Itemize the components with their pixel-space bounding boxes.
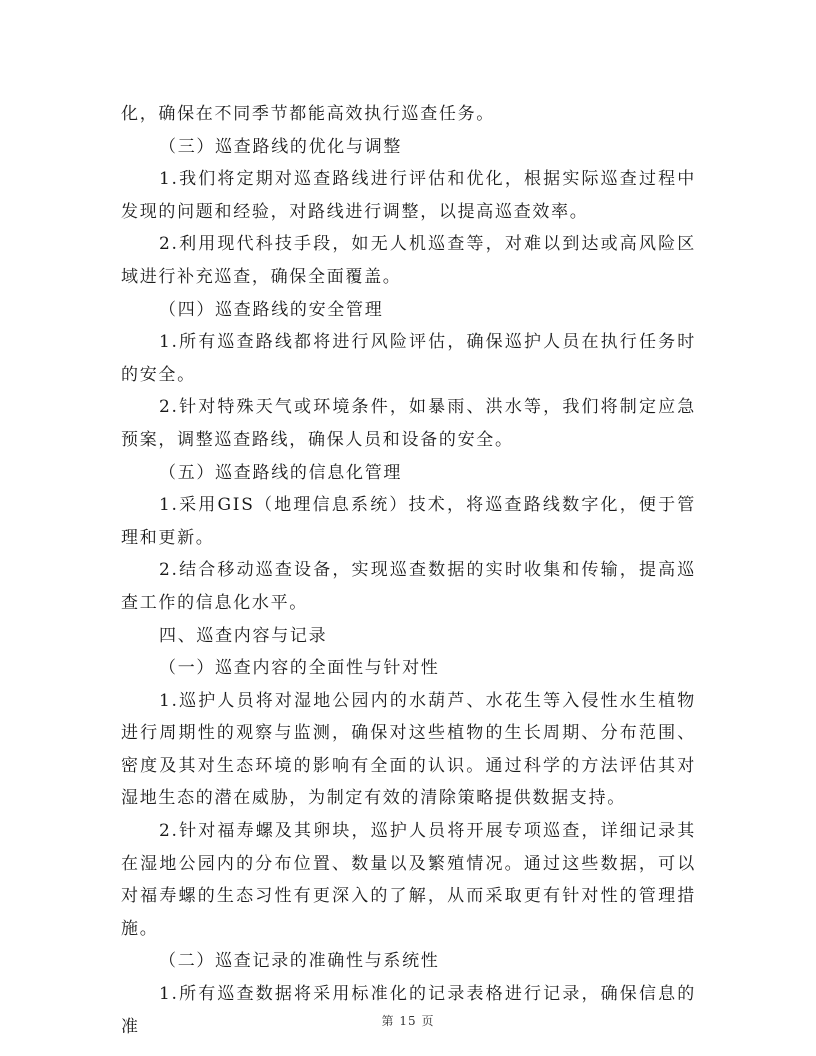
paragraph: 2.利用现代科技手段，如无人机巡查等，对难以到达或高风险区域进行补充巡查，确保全面覆盖。 bbox=[121, 234, 696, 287]
paragraph-continuation: 化，确保在不同季节都能高效执行巡查任务。 bbox=[121, 104, 495, 124]
paragraph: 1.巡护人员将对湿地公园内的水葫芦、水花生等入侵性水生植物进行周期性的观察与监测，确保对这些植物的生长周期、分布范围、密度及其对生态环境的影响有全面的认识。通过科学的方法评估其对湿地生态的潜在威胁，为制定有效的清除策略提供数据支持。 bbox=[121, 690, 696, 809]
subheading-route-optimization: （三）巡查路线的优化与调整 bbox=[159, 136, 403, 157]
paragraph: 2.针对福寿螺及其卵块，巡护人员将开展专项巡查，详细记录其在湿地公园内的分布位置、数量以及繁殖情况。通过这些数据，可以对福寿螺的生态习性有更深入的了解，从而采取更有针对性的管理措施。 bbox=[121, 821, 696, 939]
paragraph: 1.所有巡查路线都将进行风险评估，确保巡护人员在执行任务时的安全。 bbox=[121, 332, 696, 385]
paragraph: 1.我们将定期对巡查路线进行评估和优化，根据实际巡查过程中发现的问题和经验，对路线进行调整，以提高巡查效率。 bbox=[121, 169, 696, 222]
subheading-route-safety: （四）巡查路线的安全管理 bbox=[159, 299, 384, 320]
paragraph: 1.采用GIS（地理信息系统）技术，将巡查路线数字化，便于管理和更新。 bbox=[121, 495, 696, 548]
paragraph: 1.所有巡查数据将采用标准化的记录表格进行记录，确保信息的准 bbox=[121, 984, 696, 1037]
paragraph: 2.针对特殊天气或环境条件，如暴雨、洪水等，我们将制定应急预案，调整巡查路线，确保人员和设备的安全。 bbox=[121, 397, 696, 450]
subheading-record-accuracy: （二）巡查记录的准确性与系统性 bbox=[159, 951, 440, 972]
subheading-content-coverage: （一）巡查内容的全面性与针对性 bbox=[159, 658, 440, 679]
page-number: 第 15 页 bbox=[381, 1014, 435, 1028]
section-heading-inspection-content: 四、巡查内容与记录 bbox=[159, 625, 328, 646]
body-text bbox=[121, 98, 696, 1043]
paragraph: 2.结合移动巡查设备，实现巡查数据的实时收集和传输，提高巡查工作的信息化水平。 bbox=[121, 560, 696, 613]
subheading-route-informatization: （五）巡查路线的信息化管理 bbox=[159, 462, 403, 483]
